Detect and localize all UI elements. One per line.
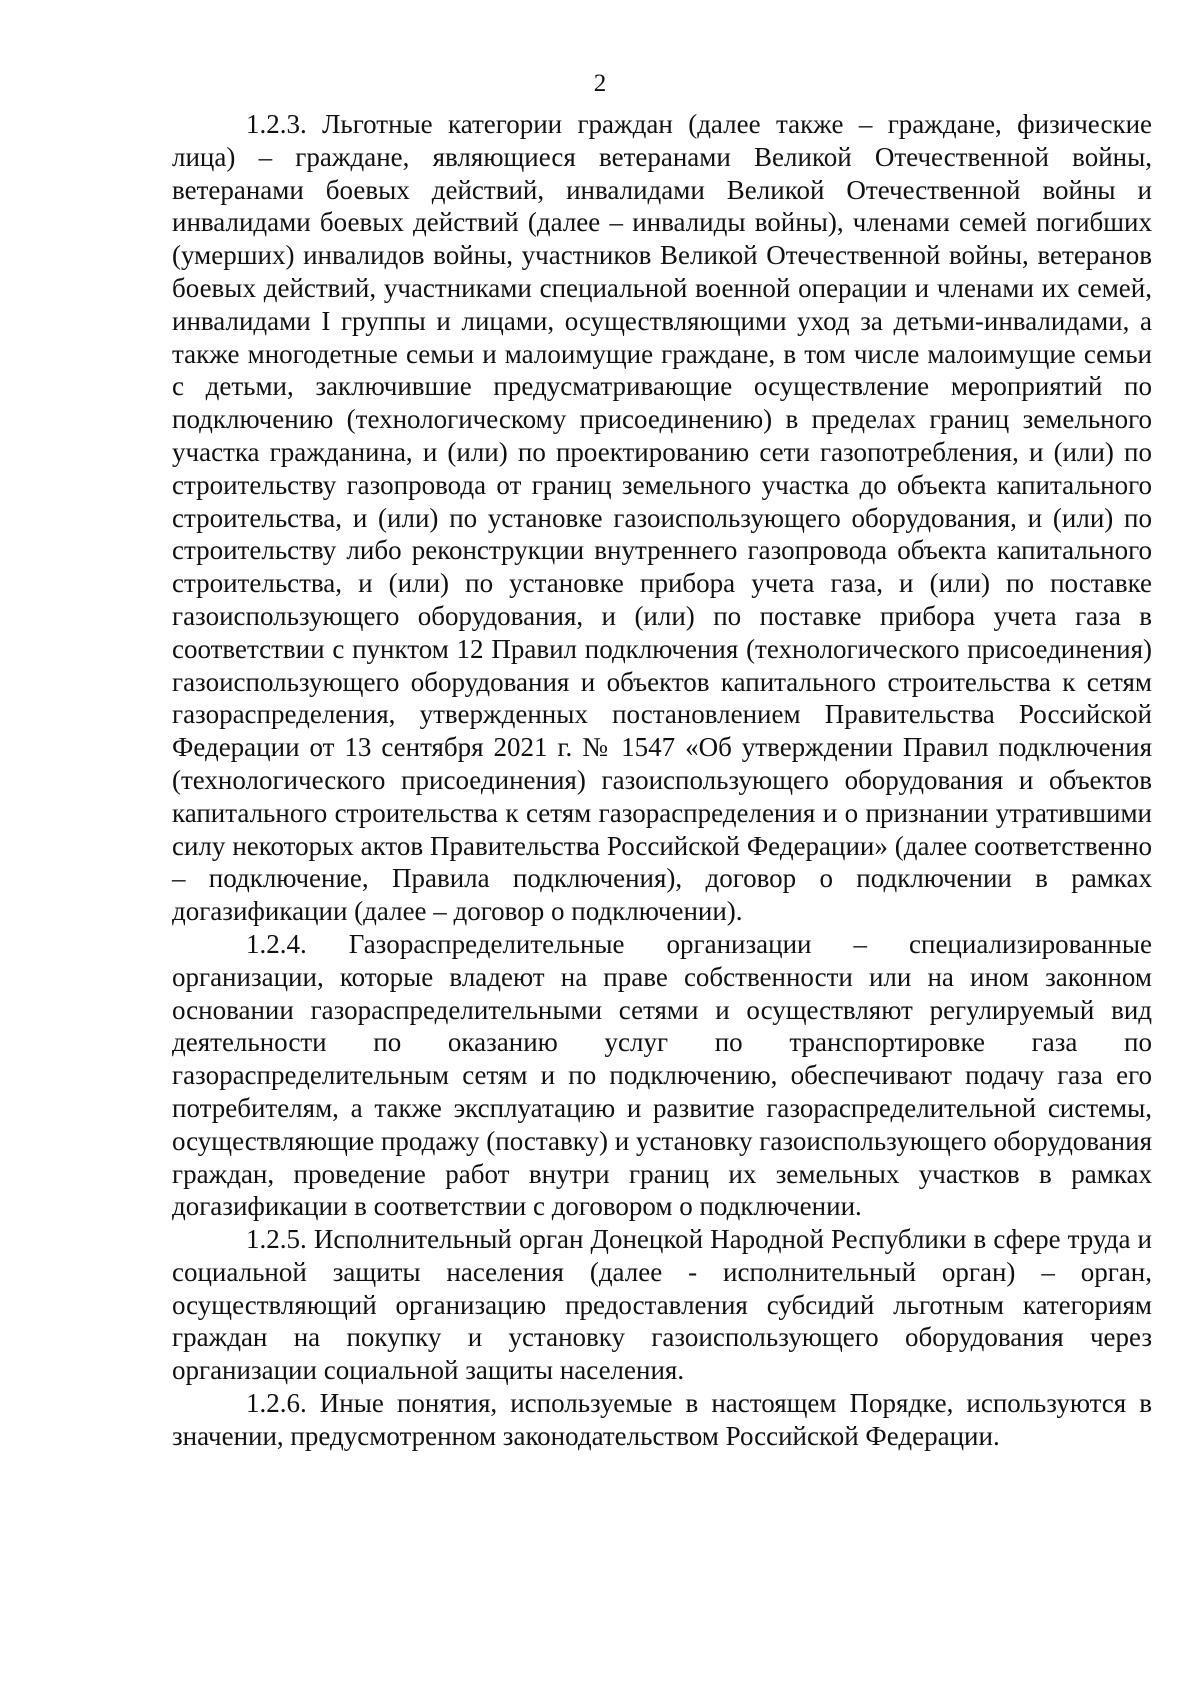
page-number: 2 — [593, 70, 607, 97]
paragraph-1-2-3: 1.2.3. Льготные категории граждан (далее также – граждане, физические лица) – граждане, являющиеся ветеранами Великой Отечественной войны, ветеранами боевых действий, инвалидами Великой Отечественной войны и инвалидами боевых действий (далее – инвалиды войны), членами семей погибших (умерших) инвалидов войны, участников Великой Отечественной войны, ветеранов боевых действий, участниками специальной военной операции и членами их семей, инвалидами I группы и лицами, осуществляющими уход за детьми-инвалидами, а также многодетные семьи и малоимущие граждане, в том числе малоимущие семьи с детьми, заключившие предусматривающие осуществление мероприятий по подключению (технологическому присоединению) в пределах границ земельного участка гражданина, и (или) по проектированию сети газопотребления, и (или) по строительству газопровода от границ земельного участка до объекта капитального строительства, и (или) по установке газоиспользующего оборудования, и (или) по строительству либо реконструкции внутреннего газопровода объекта капитального строительства, и (или) по установке прибора учета газа, и (или) по поставке газоиспользующего оборудования, и (или) по поставке прибора учета газа в соответствии с пунктом 12 Правил подключения (технологического присоединения) газоиспользующего оборудования и объектов капитального строительства к сетям газораспределения, утвержденных постановлением Правительства Российской Федерации от 13 сентября 2021 г. № 1547 «Об утверждении Правил подключения (технологического присоединения) газоиспользующего оборудования и объектов капитального строительства к сетям газораспределения и о признании утратившими силу некоторых актов Правительства Российской Федерации» (далее соответственно – подключение, Правила подключения), договор о подключении в рамках догазификации (далее – договор о подключении). — [172, 109, 1152, 927]
paragraph-1-2-5: 1.2.5. Исполнительный орган Донецкой Народной Республики в сфере труда и социальной защиты населения (далее - исполнительный орган) – орган, осуществляющий организацию предоставления субсидий льготным категориям граждан на покупку и установку газоиспользующего оборудования через организации социальной защиты населения. — [172, 1224, 1152, 1386]
paragraph-1-2-4: 1.2.4. Газораспределительные организации – специализированные организации, которые владеют на праве собственности или на ином законном основании газораспределительными сетями и осуществляют регулируемый вид деятельности по оказанию услуг по транспортировке газа по газораспределительным сетям и по подключению, обеспечивают подачу газа его потребителям, а также эксплуатацию и развитие газораспределительной системы, осуществляющие продажу (поставку) и установку газоиспользующего оборудования граждан, проведение работ внутри границ их земельных участков в рамках догазификации в соответствии с договором о подключении. — [172, 928, 1152, 1222]
document-body — [172, 108, 1152, 1453]
paragraph-1-2-6: 1.2.6. Иные понятия, используемые в настоящем Порядке, используются в значении, предусмотренном законодательством Российской Федерации. — [172, 1388, 1152, 1451]
